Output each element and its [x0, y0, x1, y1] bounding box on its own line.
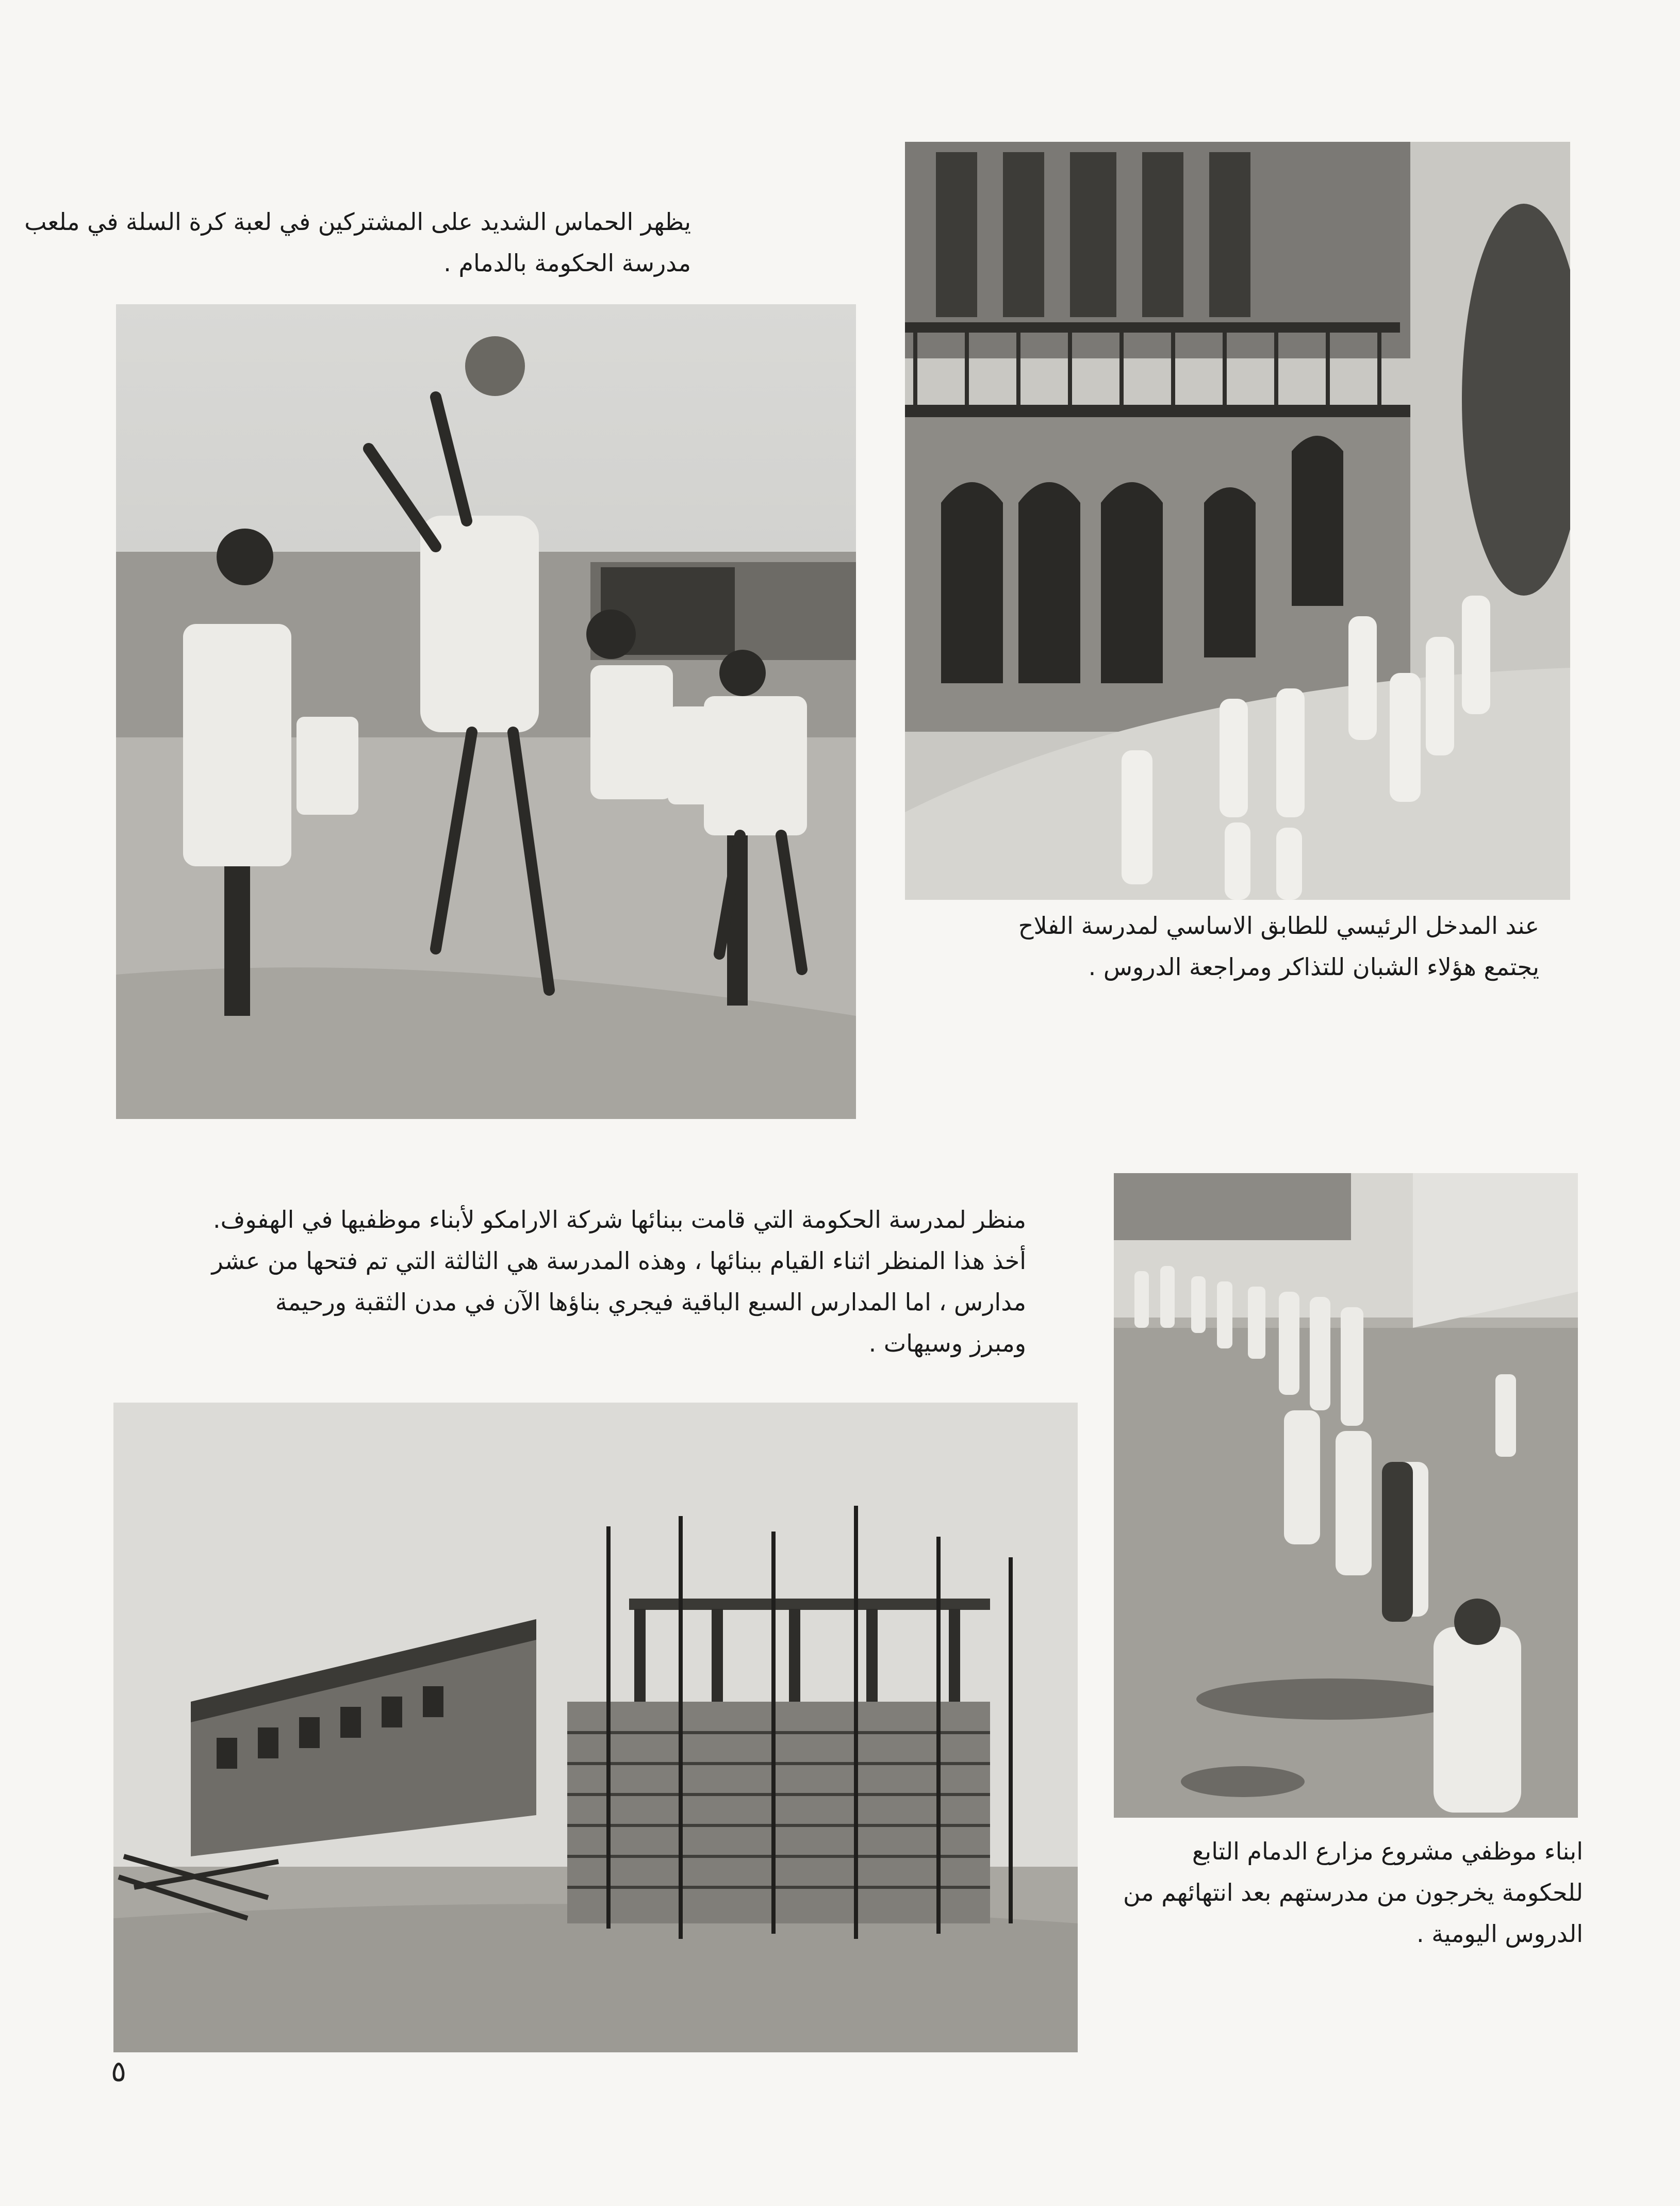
photo-basketball-game	[116, 304, 856, 1119]
caption-basketball-line-2: مدرسة الحكومة بالدمام .	[443, 249, 691, 277]
caption-basketball-line-1: يظهر الحماس الشديد على المشتركين في لعبة كرة السلة في ملعب	[24, 208, 691, 236]
photo-dammam-farms-students	[1114, 1173, 1578, 1818]
caption-dammam-farms-line-1: ابناء موظفي مشروع مزارع الدمام التابع	[1192, 1837, 1583, 1865]
caption-falah-school	[967, 905, 1539, 987]
caption-hofuf-school	[116, 1199, 1026, 1364]
caption-hofuf-school-line-1: منظر لمدرسة الحكومة التي قامت ببنائها شركة الارامكو لأبناء موظفيها في الهفوف.	[213, 1206, 1026, 1233]
caption-hofuf-school-line-3: مدارس ، اما المدارس السبع الباقية فيجري بناؤها الآن في مدن الثقبة ورحيمة	[275, 1288, 1026, 1316]
caption-falah-school-line-1: عند المدخل الرئيسي للطابق الاساسي لمدرسة الفلاح	[1018, 912, 1539, 940]
caption-dammam-farms	[1123, 1831, 1583, 1954]
page-number: ٥	[111, 2055, 127, 2088]
caption-dammam-farms-line-3: الدروس اليومية .	[1416, 1920, 1583, 1948]
caption-hofuf-school-line-2: أخذ هذا المنظر اثناء القيام ببنائها ، وهذه المدرسة هي الثالثة التي تم فتحها من عشر	[211, 1247, 1026, 1275]
caption-dammam-farms-line-2: للحكومة يخرجون من مدرستهم بعد انتهائهم من	[1123, 1879, 1583, 1906]
photo-falah-school-entrance	[905, 142, 1570, 900]
caption-basketball	[24, 201, 691, 284]
caption-hofuf-school-line-4: ومبرز وسيهات .	[868, 1329, 1026, 1357]
caption-falah-school-line-2: يجتمع هؤلاء الشبان للتذاكر ومراجعة الدروس .	[1088, 953, 1539, 981]
photo-hofuf-school-construction	[113, 1403, 1078, 2052]
